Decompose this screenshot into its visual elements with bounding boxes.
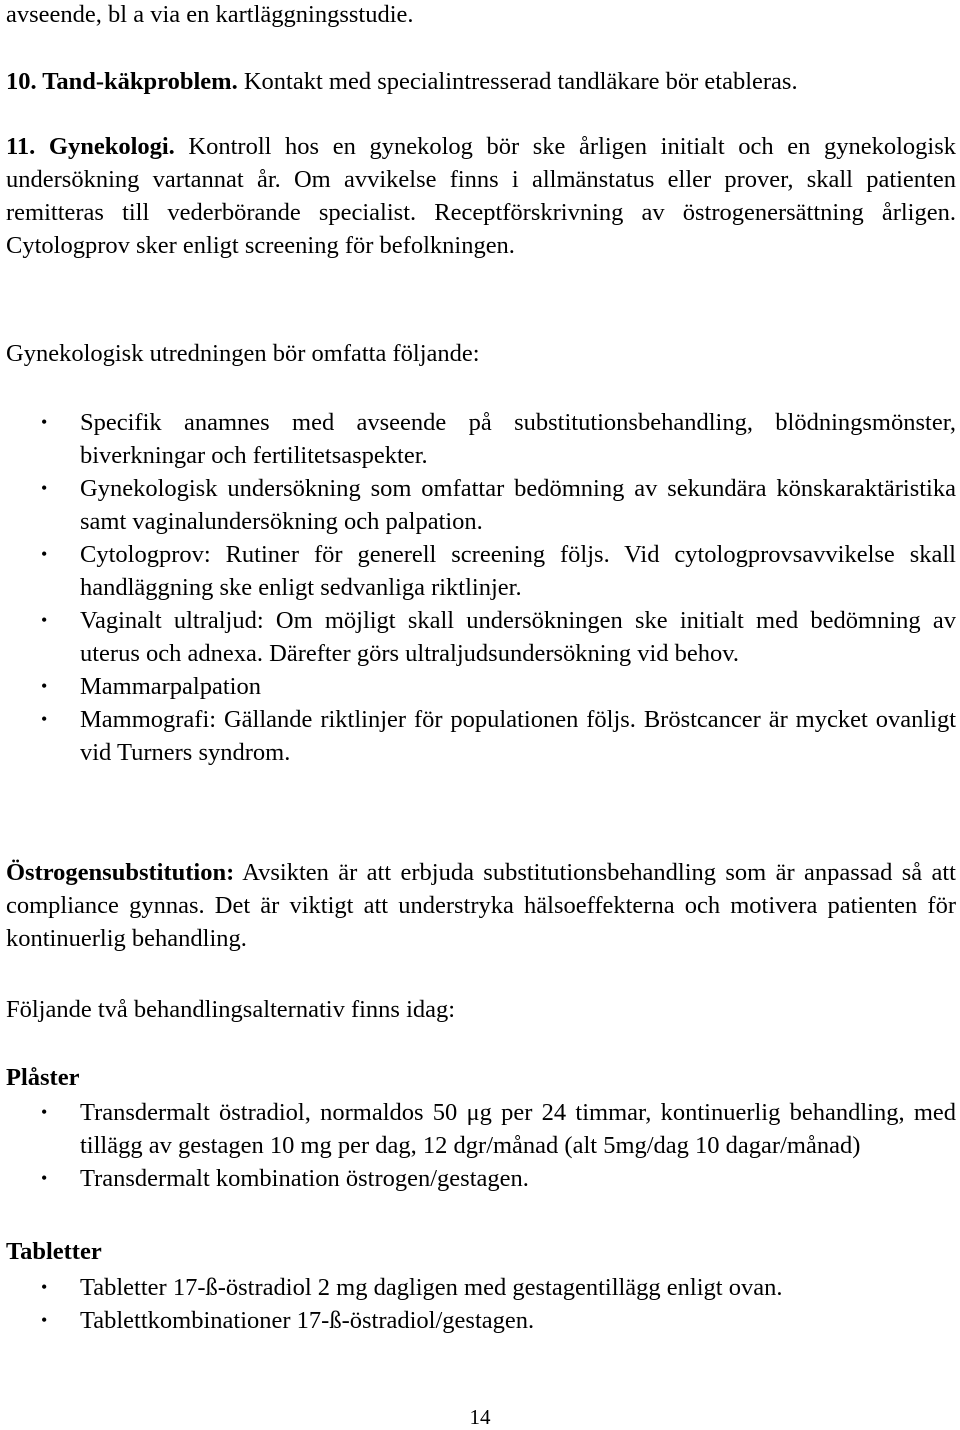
list-item-text: Cytologprov: Rutiner för generell screening följs. Vid cytologprovsavvikelse skall handläggning ske enligt sedvanliga riktlinjer. bbox=[80, 541, 956, 601]
bullet-icon: • bbox=[41, 610, 48, 630]
bullet-icon: • bbox=[41, 1277, 48, 1297]
list-item bbox=[6, 472, 956, 538]
list-item-text: Mammografi: Gällande riktlinjer för populationen följs. Bröstcancer är mycket ovanligt vid Turners syndrom. bbox=[80, 706, 956, 766]
bullet-icon: • bbox=[41, 1102, 48, 1122]
list-item bbox=[6, 670, 956, 703]
list-item bbox=[6, 604, 956, 670]
bullet-icon: • bbox=[41, 544, 48, 564]
examination-list bbox=[6, 406, 956, 769]
list-item bbox=[6, 406, 956, 472]
list-item bbox=[6, 538, 956, 604]
bullet-icon: • bbox=[41, 1168, 48, 1188]
list-item-text: Mammarpalpation bbox=[80, 673, 261, 700]
list-item-text: Tablettkombinationer 17-ß-östradiol/gestagen. bbox=[80, 1307, 535, 1334]
paragraph-intro-fragment: avseende, bl a via en kartläggningsstudie. bbox=[6, 1, 414, 28]
patch-list bbox=[6, 1096, 956, 1195]
list-item-text: Transdermalt östradiol, normaldos 50 μg per 24 timmar, kontinuerlig behandling, med tillägg av gestagen 10 mg per dag, 12 dgr/månad (alt 5mg/dag 10 dagar/månad) bbox=[80, 1099, 956, 1159]
estrogen-substitution-paragraph bbox=[6, 856, 956, 955]
bullet-icon: • bbox=[41, 676, 48, 696]
section-10-title: 10. Tand-käkproblem. bbox=[6, 68, 238, 95]
list-item bbox=[6, 1271, 956, 1304]
estrogen-substitution-title: Östrogensubstitution: bbox=[6, 859, 235, 886]
list-item-text: Vaginalt ultraljud: Om möjligt skall undersökningen ske initialt med bedömning av uterus och adnexa. Därefter görs ultraljudsundersökning vid behov. bbox=[80, 607, 956, 667]
list-item bbox=[6, 703, 956, 769]
bullet-icon: • bbox=[41, 478, 48, 498]
list-item-text: Gynekologisk undersökning som omfattar bedömning av sekundära könskaraktäristika samt vaginalundersökning och palpation. bbox=[80, 475, 956, 535]
section-11-gynecology bbox=[6, 130, 956, 262]
estrogen-substitution-text: Avsikten är att erbjuda substitutionsbehandling som är anpassad så att compliance gynnas. Det är viktigt att understryka hälsoeffekterna och motivera patienten för kontinuerlig behandling. bbox=[6, 859, 956, 952]
list-item bbox=[6, 1096, 956, 1162]
section-10-dental bbox=[6, 65, 956, 98]
section-10-text: Kontakt med specialintresserad tandläkare bör etableras. bbox=[237, 68, 798, 95]
bullet-icon: • bbox=[41, 1310, 48, 1330]
list-item bbox=[6, 1304, 956, 1337]
patch-heading: Plåster bbox=[6, 1064, 80, 1091]
bullet-icon: • bbox=[41, 709, 48, 729]
section-11-title: 11. Gynekologi. bbox=[6, 133, 175, 160]
tablets-heading: Tabletter bbox=[6, 1238, 102, 1265]
list-item-text: Transdermalt kombination östrogen/gestagen. bbox=[80, 1165, 529, 1192]
examination-intro: Gynekologisk utredningen bör omfatta följande: bbox=[6, 340, 480, 367]
tablets-list bbox=[6, 1271, 956, 1337]
treatment-alternatives-intro: Följande två behandlingsalternativ finns idag: bbox=[6, 996, 456, 1023]
bullet-icon: • bbox=[41, 412, 48, 432]
section-11-text: Kontroll hos en gynekolog bör ske årligen initialt och en gynekologisk undersökning vartannat år. Om avvikelse finns i allmänstatus eller prover, skall patienten remitteras till vederbörande specialist. Receptförskrivning av östrogenersättning årligen. Cytologprov sker enligt screening för befolkningen. bbox=[6, 133, 956, 259]
page-number: 14 bbox=[469, 1405, 491, 1429]
list-item-text: Tabletter 17-ß-östradiol 2 mg dagligen med gestagentillägg enligt ovan. bbox=[80, 1274, 783, 1301]
list-item-text: Specifik anamnes med avseende på substitutionsbehandling, blödningsmönster, biverkningar och fertilitetsaspekter. bbox=[80, 409, 956, 469]
list-item bbox=[6, 1162, 956, 1195]
